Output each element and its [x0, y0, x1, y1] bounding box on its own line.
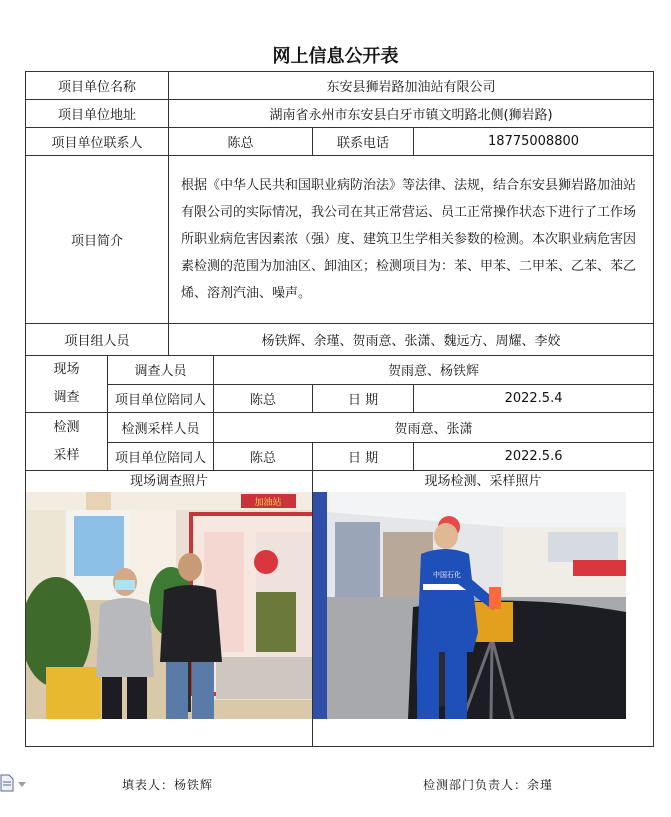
- document-icon: [0, 774, 14, 792]
- unit-address-label: 项目单位地址: [26, 100, 169, 128]
- sampling-group-label: [26, 413, 108, 471]
- survey-date-label: 日 期: [313, 384, 414, 413]
- sampling-photo-cell: [313, 471, 654, 747]
- row-sampling-samplers: [26, 413, 654, 443]
- phone-label: 联系电话: [313, 128, 414, 156]
- phone-value: 18775008800: [414, 128, 654, 156]
- sampling-escort-value: 陈总: [214, 443, 313, 471]
- row-contact: [26, 128, 654, 156]
- sampling-group-label-2: 采样: [53, 447, 80, 463]
- samplers-label: 检测采样人员: [108, 413, 214, 443]
- sampling-date-label: 日 期: [313, 443, 414, 471]
- investigators-value: 贺雨意、杨铁辉: [214, 356, 654, 385]
- survey-group-label-1: 现场: [53, 362, 80, 377]
- unit-name-label: 项目单位名称: [26, 72, 169, 100]
- sampling-photo: [313, 492, 653, 719]
- sampling-group-label-1: 检测: [53, 419, 80, 435]
- survey-group-label-2: 调查: [53, 390, 80, 405]
- survey-escort-value: 陈总: [214, 384, 313, 413]
- row-unit-address: [26, 100, 654, 128]
- row-survey-investigators: [26, 356, 654, 385]
- dept-head-signature: 检测部门负责人：余瑾: [423, 778, 554, 792]
- samplers-value: 贺雨意、张潇: [214, 413, 654, 443]
- sampling-photo-image: [313, 492, 626, 719]
- team-value: 杨铁辉、余瑾、贺雨意、张潇、魏远方、周耀、李姣: [169, 324, 654, 356]
- survey-photo-image: [26, 492, 312, 719]
- intro-label: 项目简介: [26, 156, 169, 324]
- sampling-photo-title: 现场检测、采样照片: [424, 474, 542, 489]
- row-photos: [26, 471, 654, 747]
- chevron-down-icon[interactable]: [18, 782, 26, 788]
- survey-photo-title: 现场调查照片: [130, 474, 209, 489]
- survey-photo-cell: [26, 471, 313, 747]
- investigators-label: 调查人员: [108, 356, 214, 385]
- uniform-logo-text: 中国石化: [433, 571, 462, 579]
- survey-escort-label: 项目单位陪同人: [108, 384, 214, 413]
- sampling-escort-label: 项目单位陪同人: [108, 443, 214, 471]
- station-sign-text: 加油站: [254, 498, 282, 508]
- unit-address-value: 湖南省永州市东安县白牙市镇文明路北侧(狮岩路): [169, 100, 654, 128]
- row-team: [26, 324, 654, 356]
- page-title: 网上信息公开表: [272, 46, 399, 67]
- contact-value: 陈总: [169, 128, 313, 156]
- unit-name-value: 东安县狮岩路加油站有限公司: [169, 72, 654, 100]
- survey-group-label: [26, 356, 108, 413]
- survey-date-value: 2022.5.4: [414, 384, 654, 413]
- sampling-date-value: 2022.5.6: [414, 443, 654, 471]
- intro-text: 根据《中华人民共和国职业病防治法》等法律、法规，结合东安县狮岩路加油站有限公司的实际情况，我公司在其正常营运、员工正常操作状态下进行了工作场所职业病危害因素浓（强）度、建筑卫生学相关参数的检测。本次职业病危害因素检测的范围为加油区、卸油区；检测项目为：苯、甲苯、二甲苯、乙苯、苯乙烯、溶剂汽油、噪声。: [169, 156, 654, 324]
- filler-signature: 填表人：杨铁辉: [122, 778, 214, 792]
- row-unit-name: [26, 72, 654, 100]
- info-table: [25, 71, 654, 747]
- row-sampling-escort: [26, 443, 654, 471]
- row-intro: [26, 156, 654, 324]
- contact-label: 项目单位联系人: [26, 128, 169, 156]
- survey-photo: [26, 492, 312, 719]
- team-label: 项目组人员: [26, 324, 169, 356]
- row-survey-escort: [26, 384, 654, 413]
